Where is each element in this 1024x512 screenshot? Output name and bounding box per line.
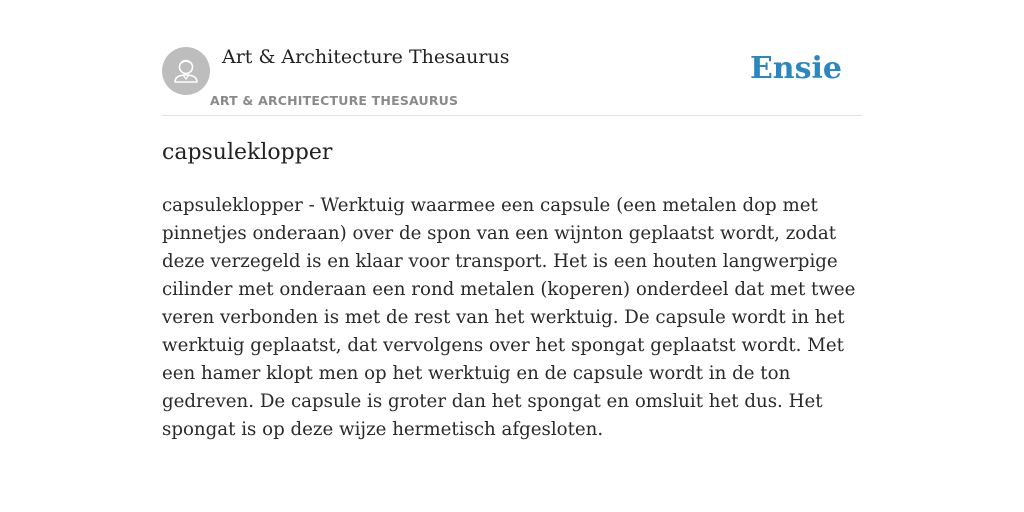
ensie-logo[interactable]: Ensie <box>749 51 842 86</box>
entry-card <box>162 0 862 512</box>
source-subtitle: ART & ARCHITECTURE THESAURUS <box>210 93 459 108</box>
avatar[interactable] <box>162 47 210 95</box>
user-icon <box>162 47 210 95</box>
definition-text: capsuleklopper - Werktuig waarmee een capsule (een metalen dop met pinnetjes onderaan) over de spon van een wijnton geplaatst wordt, zodat deze verzegeld is en klaar voor transport. Het is een houten langwerpige cilinder met onderaan een rond metalen (koperen) onderdeel dat met twee veren verbonden is met de rest van het werktuig. De capsule wordt in het werktuig geplaatst, dat vervolgens over het spongat geplaatst wordt. Met een hamer klopt men op het werktuig en de capsule wordt in de ton gedreven. De capsule is groter dan het spongat en omsluit het dus. Het spongat is op deze wijze hermetisch afgesloten. <box>162 195 856 440</box>
source-title-link[interactable]: Art & Architecture Thesaurus <box>222 46 510 68</box>
header-divider <box>162 115 862 116</box>
page-title: capsuleklopper <box>162 140 333 165</box>
